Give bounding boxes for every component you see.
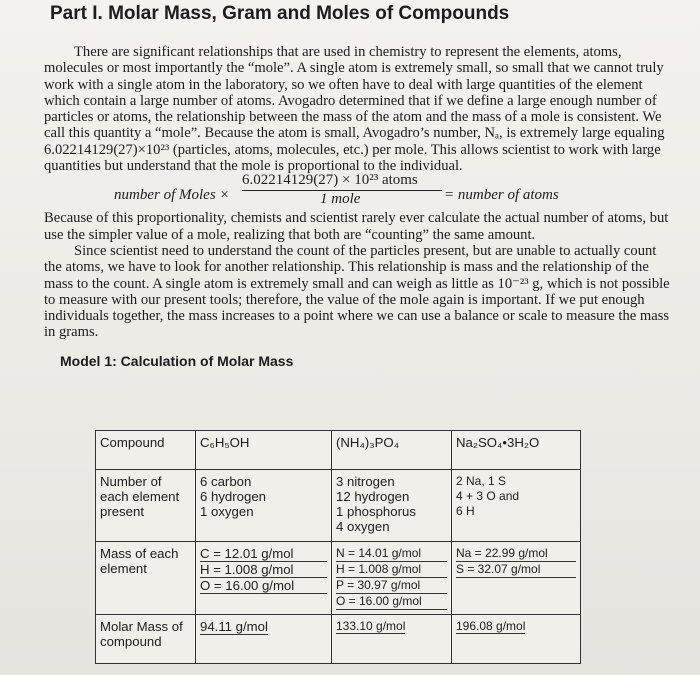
table-cell: C = 12.01 g/mol <box>200 546 327 562</box>
table-cell: 3 nitrogen <box>336 474 395 489</box>
header-sodium-sulfate-hydrate: Na₂SO₄•3H₂O <box>452 431 581 470</box>
mass-paragraph <box>44 243 676 341</box>
table-cell: 4 oxygen <box>336 519 390 534</box>
mass-sodium-sulfate-hydrate <box>452 542 581 615</box>
equation-rhs: = number of atoms <box>444 187 559 204</box>
mass-phenol <box>196 542 332 615</box>
elements-sodium-sulfate-hydrate <box>452 470 581 542</box>
table-cell: 6 carbon <box>200 474 252 489</box>
elements-ammonium-phosphate <box>332 470 452 542</box>
table-cell: 6 H <box>456 504 475 518</box>
table-cell: 133.10 g/mol <box>336 619 406 633</box>
model-heading: Model 1: Calculation of Molar Mass <box>60 352 294 369</box>
table-cell: N = 14.01 g/mol <box>336 546 447 562</box>
table-cell: 2 Na, 1 S <box>456 474 507 488</box>
table-cell: 12 hydrogen <box>336 489 410 504</box>
header-ammonium-phosphate: (NH₄)₃PO₄ <box>332 431 452 470</box>
header-compound: Compound <box>96 431 196 470</box>
intro-paragraph <box>44 44 676 174</box>
table-cell: 94.11 g/mol <box>200 619 268 634</box>
equation-numerator: 6.02214129(27) × 10²³ atoms <box>242 172 418 189</box>
mass-paragraph-text: Since scientist need to understand the count of the particles present, but are unable to actually count the atoms, we have to look for another relationship. This relationship is mass and the relationship of the mass to the count. A single atom is extremely small and can weigh as little as 10⁻²³ g, which is not possible to measure with our present tools; therefore, the value of the mole again is important. If we put enough individuals together, the mass increases to a point where we can use a balance or scale to measure the mass in grams. <box>44 242 670 341</box>
table-cell: 6 hydrogen <box>200 489 266 504</box>
avogadro-equation <box>44 174 676 210</box>
header-phenol: C₆H₅OH <box>196 431 332 470</box>
mass-ammonium-phosphate <box>332 542 452 615</box>
molar-mass-sodium-sulfate-hydrate <box>452 615 581 664</box>
intro-paragraph-text: There are significant relationships that are used in chemistry to represent the elements, atoms, molecules or most importantly the “mole”. A single atom is extremely small, so small that we cannot truly work with a single atom in the laboratory, so we often have to deal with large quantities of the element which contain a large number of atoms. Avogadro determined that if we define a large enough number of particles or atoms, the relationship between the mass of the atom and the mass of a mole is consistent. We call this quantity a “mole”. Because the atom is small, Avogadro’s number, Nₐ, is extremely large equaling 6.02214129(27)×10²³ (particles, atoms, molecules, etc.) per mole. This allows scientist to work with large quantities but understand that the mole is proportional to the individual. <box>44 44 665 175</box>
row-label-elements: Number of each element present <box>96 470 196 542</box>
elements-phenol <box>196 470 332 542</box>
molar-mass-ammonium-phosphate <box>332 615 452 664</box>
table-cell: O = 16.00 g/mol <box>336 594 447 610</box>
table-cell: H = 1.008 g/mol <box>336 562 447 578</box>
table-cell: O = 16.00 g/mol <box>200 578 327 594</box>
table-cell: Na = 22.99 g/mol <box>456 546 576 562</box>
page-title: Part I. Molar Mass, Gram and Moles of Compounds <box>50 3 510 24</box>
table-row-elements <box>96 470 581 542</box>
row-label-mass: Mass of each element <box>96 542 196 615</box>
table-header-row <box>96 431 581 470</box>
table-cell: 1 oxygen <box>200 504 254 519</box>
table-row-mass <box>96 542 581 615</box>
molar-mass-phenol <box>196 615 332 664</box>
table-cell: S = 32.07 g/mol <box>456 562 576 578</box>
equation-lhs: number of Moles × <box>114 187 230 204</box>
table-cell: P = 30.97 g/mol <box>336 578 447 594</box>
row-label-molar-mass: Molar Mass of compound <box>96 615 196 664</box>
table-cell: 4 + 3 O and <box>456 489 520 503</box>
molar-mass-table <box>95 430 581 664</box>
table-cell: 196.08 g/mol <box>456 619 526 633</box>
equation-denominator: 1 mole <box>320 191 361 208</box>
table-cell: H = 1.008 g/mol <box>200 562 327 578</box>
table-row-molar-mass <box>96 615 581 664</box>
table-cell: 1 phosphorus <box>336 504 416 519</box>
proportionality-paragraph: Because of this proportionality, chemists and scientist rarely ever calculate the actual number of atoms, but use the simpler value of a mole, realizing that both are “counting” the same amount. <box>44 210 669 243</box>
